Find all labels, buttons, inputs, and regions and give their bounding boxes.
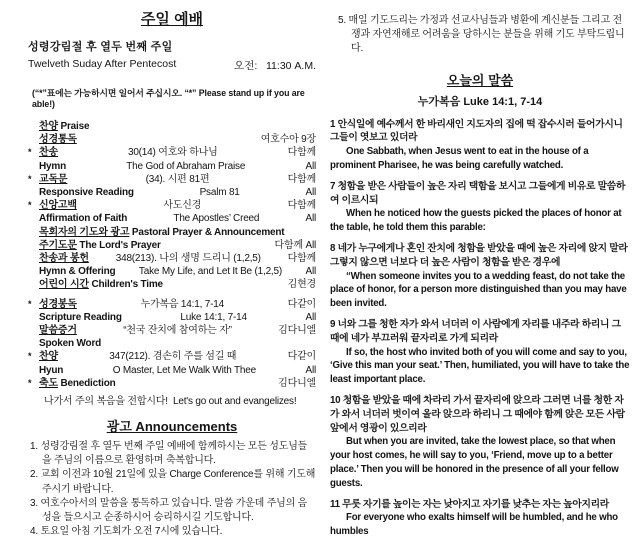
worship-item-label-en: Affirmation of Faith <box>39 213 128 225</box>
verse-english: When he noticed how the guests picked the places of honor at the table, he told them this parable: <box>330 208 622 234</box>
worship-item-leader: All <box>305 266 316 278</box>
worship-row <box>28 226 316 239</box>
worship-item-label: 목회자의 기도와 광고 <box>39 226 130 238</box>
announcement-text: 성령강림절 후 열두 번째 주일 예배에 함께하시는 모든 성도님들을 주님의 이름으로 환영하며 축복합니다. <box>37 441 308 467</box>
worship-item-detail: Take My Life, and Let It Be (1,2,5) <box>138 266 283 278</box>
worship-item-leader: 다함께 All <box>274 239 316 251</box>
worship-item-label-en: Scripture Reading <box>39 311 122 323</box>
worship-item-label-en: Pastoral Prayer & Announcement <box>129 226 285 238</box>
worship-row <box>28 364 316 377</box>
worship-item-leader: 다함께 <box>287 253 316 265</box>
worship-row <box>28 324 316 337</box>
worship-item-leader: 김다니엘 <box>278 377 316 389</box>
worship-item-label: 어린이 시간 <box>39 279 89 291</box>
worship-item-label-en: Benediction <box>57 377 116 389</box>
announcement-number: 5. <box>338 15 346 26</box>
worship-item-detail: Luke 14:1, 7-14 <box>180 311 247 323</box>
right-column <box>322 0 640 538</box>
announcement-item <box>30 525 316 539</box>
worship-item-label: 성경봉독 <box>39 298 77 310</box>
announcement-item <box>30 468 316 496</box>
passage-reference: 누가복음 Luke 14:1, 7-14 <box>417 95 543 108</box>
worship-item-label: 찬송과 봉헌 <box>39 253 89 265</box>
worship-item-detail: The God of Abraham Praise <box>126 160 246 172</box>
verse-block <box>330 498 630 539</box>
worship-item-leader: 다함께 <box>287 173 316 185</box>
worship-row <box>28 337 316 350</box>
evangelize-line: 나가서 주의 복음을 전합시다! Let's go out and evangelizes! <box>44 396 297 408</box>
worship-item-leader: All <box>305 311 316 323</box>
worship-row <box>28 160 316 173</box>
page-title-text: 주일 예배 <box>140 11 204 28</box>
subtitle-korean: 성령강림절 후 열두 번째 주일 <box>28 41 173 53</box>
worship-item-leader: All <box>305 213 316 225</box>
worship-item-label-en: Hyun <box>39 364 64 376</box>
announcement-text: 교회 이전과 10월 21일에 있을 Charge Conference를 위해 기도해 주시기 바랍니다. <box>37 469 316 495</box>
stand-asterisk: * <box>28 377 32 388</box>
worship-item-detail: O Master, Let Me Walk With Thee <box>112 364 256 376</box>
subtitle-row <box>28 58 316 73</box>
verse-block <box>330 318 630 387</box>
verse-english: If so, the host who invited both of you will come and say to you, ‘Give this man your seat.’ Then, humiliated, you will have to take the least important place. <box>330 346 630 386</box>
announcement-item <box>330 14 630 57</box>
verse-block <box>330 118 630 173</box>
worship-item-label-en: Children's Time <box>88 279 163 291</box>
worship-item-label: 찬양 <box>39 121 58 132</box>
verse-english: But when you are invited, take the lowest place, so that when your host comes, he will say to you, ‘Friend, move up to a better place.’ Then you will be honored in the presence of all your fellow guests. <box>330 436 619 489</box>
verse-korean: 9 너와 그를 청한 자가 와서 너더러 이 사람에게 자리를 내주라 하리니 그 때에 네가 부끄러워 끝자리로 가게 되리라 <box>330 318 621 344</box>
stand-asterisk: * <box>28 173 32 184</box>
verse-korean: 11 무릇 자기를 높이는 자는 낮아지고 자기를 낮추는 자는 높아지리라 <box>330 498 609 510</box>
worship-item-label-en: Hymn <box>39 160 66 172</box>
todays-word-heading-text: 오늘의 말씀 <box>446 72 514 88</box>
worship-row <box>28 212 316 225</box>
worship-row <box>28 133 316 146</box>
worship-item-label: 신앙고백 <box>39 200 77 212</box>
announcement-number: 3. <box>30 497 38 509</box>
worship-item-label: 주기도문 <box>39 239 77 251</box>
worship-row <box>28 173 316 186</box>
service-time: 오전: 11:30 A.M. <box>234 60 316 72</box>
worship-row <box>28 146 316 159</box>
announcement-number: 2. <box>30 469 38 481</box>
worship-row <box>28 311 316 324</box>
worship-item-detail: 348(213). 나의 생명 드리니 (1,2,5) <box>115 253 261 265</box>
worship-item-detail: Psalm 81 <box>199 187 240 199</box>
worship-row <box>28 120 316 133</box>
worship-item-label: 말씀증거 <box>39 325 77 337</box>
worship-item-label: 성경통독 <box>39 134 77 146</box>
verse-block <box>330 180 630 235</box>
order-of-worship <box>28 120 316 390</box>
worship-item-leader: All <box>305 364 316 376</box>
worship-item-leader: 다같이 <box>287 351 316 363</box>
worship-item-leader: 김현경 <box>287 279 316 291</box>
announcements-list <box>28 440 316 539</box>
announcement-text: 토요일 아침 기도회가 오전 7시에 있습니다. <box>37 526 223 538</box>
stand-asterisk: * <box>28 147 32 158</box>
worship-item-detail: 347(212). 겸손히 주를 섬길 때 <box>109 351 237 363</box>
worship-item-label: 교독문 <box>39 173 68 185</box>
announcement-text: 여호수아서의 말씀을 통독하고 있습니다. 말씀 가운데 주님의 음성을 들으시고 순종하시어 승리하시길 기도합니다. <box>37 497 308 524</box>
stand-asterisk: * <box>28 298 32 309</box>
worship-item-label-en: Hymn & Offering <box>39 266 116 278</box>
subtitle-english: Twelveth Suday After Pentecost <box>28 58 177 70</box>
worship-item-label: 축도 <box>39 377 58 389</box>
scripture-text <box>330 118 630 539</box>
worship-item-leader: 김다니엘 <box>278 325 316 337</box>
announcement-item <box>30 440 316 468</box>
verse-korean: 8 네가 누구에게나 혼인 잔치에 청함을 받았을 때에 높은 자리에 앉지 말라 그렇지 않으면 너보다 더 높은 사람이 청함을 받은 경우에 <box>330 242 628 268</box>
worship-item-label-en: Spoken Word <box>39 338 102 350</box>
worship-item-detail: 누가복음 14:1, 7-14 <box>140 298 224 310</box>
announcement-item <box>30 497 316 525</box>
worship-item-leader: 다같이 <box>287 298 316 310</box>
worship-item-label: 찬송 <box>39 147 58 159</box>
worship-item-leader: All <box>305 187 316 199</box>
stand-asterisk: * <box>28 351 32 362</box>
worship-item-label: 찬양 <box>39 351 58 363</box>
worship-row <box>28 186 316 199</box>
worship-item-label-en: Responsive Reading <box>39 187 134 199</box>
verse-english: “When someone invites you to a wedding feast, do not take the place of honor, for a person more distinguished than you may have been invited. <box>330 270 627 310</box>
worship-item-detail: 사도신경 <box>163 200 202 212</box>
stand-asterisk: * <box>28 200 32 211</box>
worship-item-detail: (34). 시편 81편 <box>145 173 210 185</box>
stand-up-note: (“*”표에는 가능하시면 일어서 주십시오. “*” Please stand up if you are able!) <box>32 88 305 109</box>
verse-korean: 1 안식일에 예수께서 한 바리새인 지도자의 집에 떡 잡수시러 들어가시니 그들이 엿보고 있더라 <box>330 118 623 144</box>
worship-row <box>28 252 316 265</box>
announcements-heading <box>28 416 316 435</box>
worship-row <box>28 350 316 363</box>
verse-block <box>330 394 630 491</box>
worship-item-leader: 여호수아 9장 <box>260 134 316 146</box>
worship-row <box>28 377 316 390</box>
verse-korean: 10 청함을 받았을 때에 차라리 가서 끝자리에 앉으라 그러면 너를 청한 자가 와서 너더러 벗이여 올라 앉으라 하리니 그 때에야 함께 앉은 모든 사람 앞에서 영광이 있으리라 <box>330 394 625 434</box>
todays-word-heading <box>330 70 630 89</box>
worship-item-label-en: The Lord's Prayer <box>76 239 161 251</box>
announcements-heading-text: 광고 Announcements <box>106 419 238 435</box>
worship-item-label-en: Praise <box>57 121 90 132</box>
worship-row <box>28 265 316 278</box>
worship-item-detail: “천국 잔치에 참여하는 자” <box>123 325 232 337</box>
verse-english: For everyone who exalts himself will be humbled, and he who humbles <box>330 512 618 538</box>
page-title <box>28 8 316 29</box>
worship-item-detail: The Apostles’ Creed <box>173 213 260 225</box>
announcement-number: 4. <box>30 526 38 538</box>
verse-english: One Sabbath, when Jesus went to eat in the house of a prominent Pharisee, he was being carefully watched. <box>330 146 589 171</box>
worship-row <box>28 199 316 212</box>
worship-item-leader: All <box>305 160 316 172</box>
verse-korean: 7 청함을 받은 사람들이 높은 자리 택함을 보시고 그들에게 비유로 말씀하여 이르시되 <box>330 180 626 206</box>
worship-row <box>28 278 316 291</box>
worship-item-detail: 30(14) 여호와 하나님 <box>127 147 218 159</box>
announcement-number: 1. <box>30 441 38 453</box>
announcement-text: 매일 기도드리는 가정과 선교사님들과 병환에 계신분들 그리고 전쟁과 자연재해로 어려움을 당하시는 분들을 위해 기도 부탁드립니다. <box>345 15 625 55</box>
worship-item-leader: 다함께 <box>287 200 316 212</box>
worship-row <box>28 298 316 311</box>
worship-item-leader: 다함께 <box>287 147 316 159</box>
verse-block <box>330 242 630 311</box>
worship-row <box>28 239 316 252</box>
